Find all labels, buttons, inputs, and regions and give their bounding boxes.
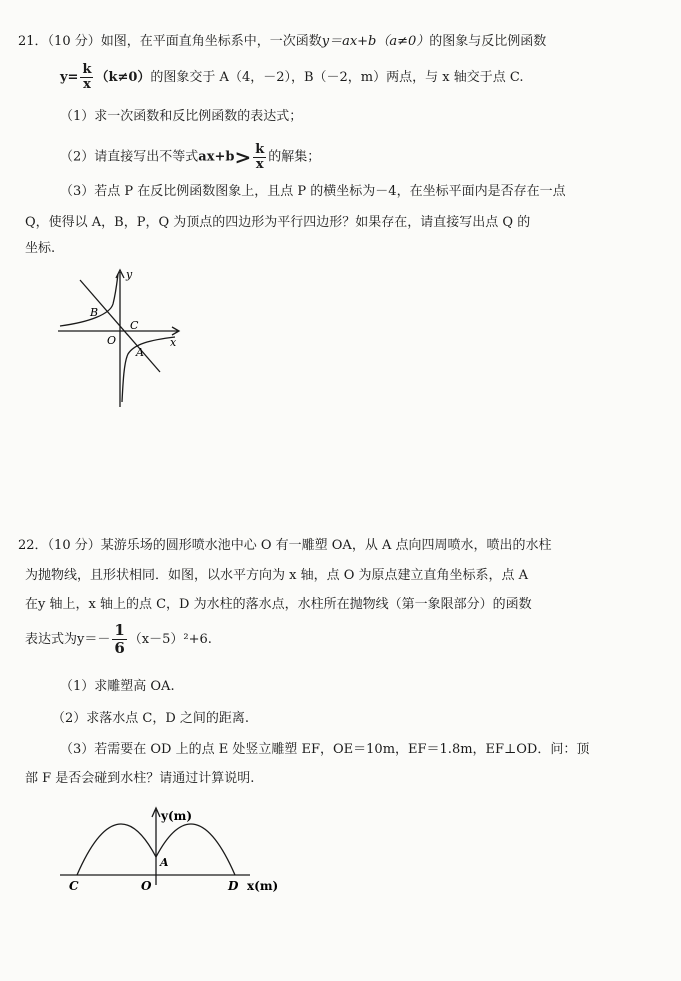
q22-label-o: O xyxy=(141,879,152,893)
q22-line-2: 为抛物线，且形状相同．如图，以水平方向为 x 轴，点 O 为原点建立直角坐标系，点 A xyxy=(25,568,529,583)
q21-header: 21．（10 分）如图，在平面直角坐标系中，一次函数 xyxy=(18,34,322,49)
q21-k-over-x: $\frac{k}{x}$ xyxy=(82,62,92,92)
q22-parabola-left xyxy=(77,824,156,875)
q22-fraction: $\frac{1}{6}$ xyxy=(114,621,125,657)
q22-figure xyxy=(55,800,295,900)
q21-line-1 xyxy=(18,33,546,51)
q21-header-end: 的图象与反比例函数 xyxy=(429,34,547,49)
q21-part-1: （1）求一次函数和反比例函数的表达式； xyxy=(60,109,303,124)
q22-part-2: （2）求落水点 C，D 之间的距离. xyxy=(52,711,250,726)
q22-line-1: 22．（10 分）某游乐场的圆形喷水池中心 O 有一雕塑 OA，从 A 点向四周喷水，喷出的水柱 xyxy=(18,538,552,553)
q21-figure xyxy=(50,262,190,412)
q21-part-2 xyxy=(60,137,320,177)
q21-part-2-post: 的解集； xyxy=(268,149,321,165)
q21-hyperbola-lower xyxy=(122,337,175,402)
q21-line-2-rest: 的图象交于 A（4，－2），B（－2，m）两点，与 x 轴交于点 C. xyxy=(150,70,524,85)
q22-line-4-pre: 表达式为y＝－ xyxy=(25,632,111,647)
q21-line-2 xyxy=(60,58,523,98)
q22-line-3: 在y 轴上，x 轴上的点 C，D 为水柱的落水点，水柱所在抛物线（第一象限部分）的函数 xyxy=(25,597,532,612)
q22-label-y: y(m) xyxy=(161,809,193,823)
q22-label-d: D xyxy=(228,879,239,893)
q21-part-3-line-2: Q，使得以 A，B，P，Q 为顶点的四边形为平行四边形？如果存在，请直接写出点 Q 的 xyxy=(25,215,531,230)
q21-y-eq: y= xyxy=(60,70,79,85)
q21-label-x: x xyxy=(170,336,177,349)
q22-part-1: （1）求雕塑高 OA. xyxy=(60,679,175,694)
q22-line-4-post: （x－5）²+6. xyxy=(128,632,212,647)
q21-part-2-pre: （2）请直接写出不等式 xyxy=(60,149,199,165)
q21-linear-func: y＝ax+b（a≠0） xyxy=(321,34,430,49)
q22-line-4 xyxy=(25,618,212,662)
q21-hyperbola-upper xyxy=(60,274,118,326)
q21-label-c: C xyxy=(130,319,139,332)
q21-part-3-line-3: 坐标. xyxy=(25,241,56,256)
q22-label-a: A xyxy=(160,856,169,869)
q22-part-3-line-2: 部 F 是否会碰到水柱？请通过计算说明. xyxy=(25,771,255,786)
q21-label-a: A xyxy=(136,346,144,359)
q21-label-y: y xyxy=(126,268,133,281)
q21-part-2-frac: $\frac{k}{x}$ xyxy=(255,141,265,172)
q21-part-2-gt: > xyxy=(234,145,252,169)
q22-label-c: C xyxy=(69,879,79,893)
q21-label-o: O xyxy=(107,334,117,347)
q22-part-3-line-1: （3）若需要在 OD 上的点 E 处竖立雕塑 EF，OE＝10m，EF＝1.8m，EF⊥OD．问：顶 xyxy=(60,742,590,757)
q22-label-x: x(m) xyxy=(247,879,279,893)
q21-part-2-expr: ax+b xyxy=(198,149,235,165)
q21-k-condition: （k≠0） xyxy=(95,70,151,85)
q21-label-b: B xyxy=(90,306,99,319)
q21-part-3-line-1: （3）若点 P 在反比例函数图象上，且点 P 的横坐标为－4，在坐标平面内是否存在一点 xyxy=(60,184,566,199)
